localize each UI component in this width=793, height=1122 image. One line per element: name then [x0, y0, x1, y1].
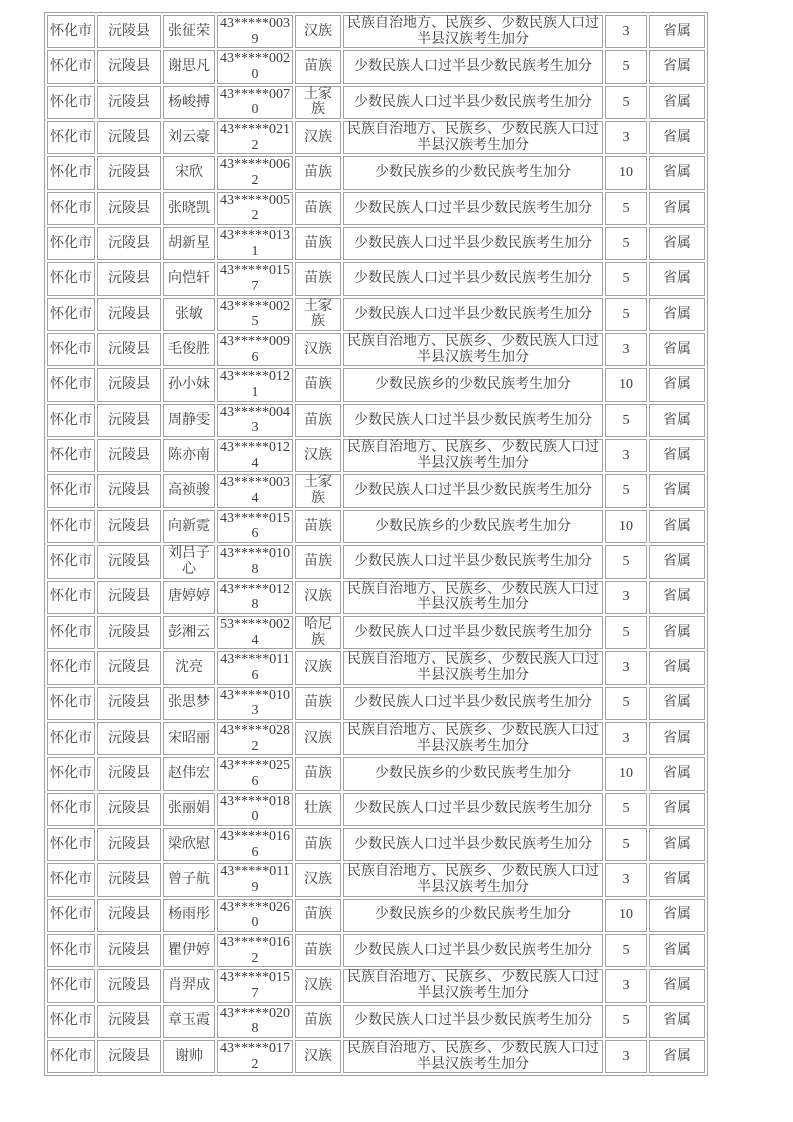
cell-scope: 省属 — [649, 863, 705, 896]
table-row — [47, 545, 705, 578]
table-row — [47, 227, 705, 260]
cell-reason: 少数民族乡的少数民族考生加分 — [343, 757, 603, 790]
cell-scope: 省属 — [649, 50, 705, 83]
cell-name: 瞿伊婷 — [163, 934, 215, 967]
cell-exam-id: 43*****002 0 — [217, 50, 293, 83]
cell-ethnicity: 苗族 — [295, 545, 341, 578]
table-row — [47, 368, 705, 401]
cell-ethnicity: 汉族 — [295, 863, 341, 896]
cell-reason: 民族自治地方、民族乡、少数民族人口过半县汉族考生加分 — [343, 722, 603, 755]
cell-county: 沅陵县 — [97, 368, 161, 401]
table-row — [47, 86, 705, 119]
cell-points: 3 — [605, 121, 647, 154]
cell-exam-id: 43*****003 4 — [217, 474, 293, 507]
cell-name: 陈亦南 — [163, 439, 215, 472]
cell-county: 沅陵县 — [97, 298, 161, 331]
table-row — [47, 439, 705, 472]
cell-county: 沅陵县 — [97, 828, 161, 861]
cell-exam-id: 43*****016 6 — [217, 828, 293, 861]
cell-city: 怀化市 — [47, 121, 95, 154]
table-row — [47, 50, 705, 83]
cell-exam-id: 43*****028 2 — [217, 722, 293, 755]
cell-points: 5 — [605, 50, 647, 83]
cell-city: 怀化市 — [47, 510, 95, 543]
cell-reason: 少数民族人口过半县少数民族考生加分 — [343, 1005, 603, 1038]
cell-points: 5 — [605, 687, 647, 720]
cell-county: 沅陵县 — [97, 616, 161, 649]
table-row — [47, 404, 705, 437]
cell-county: 沅陵县 — [97, 262, 161, 295]
cell-ethnicity: 土家族 — [295, 86, 341, 119]
table-row — [47, 934, 705, 967]
cell-county: 沅陵县 — [97, 934, 161, 967]
cell-points: 5 — [605, 192, 647, 225]
cell-city: 怀化市 — [47, 828, 95, 861]
cell-ethnicity: 苗族 — [295, 934, 341, 967]
cell-county: 沅陵县 — [97, 510, 161, 543]
cell-points: 5 — [605, 828, 647, 861]
cell-name: 向新霓 — [163, 510, 215, 543]
table-row — [47, 121, 705, 154]
cell-reason: 少数民族人口过半县少数民族考生加分 — [343, 192, 603, 225]
cell-city: 怀化市 — [47, 899, 95, 932]
cell-scope: 省属 — [649, 298, 705, 331]
cell-city: 怀化市 — [47, 1040, 95, 1073]
cell-points: 10 — [605, 899, 647, 932]
cell-city: 怀化市 — [47, 368, 95, 401]
cell-ethnicity: 苗族 — [295, 192, 341, 225]
cell-exam-id: 43*****010 8 — [217, 545, 293, 578]
cell-scope: 省属 — [649, 581, 705, 614]
cell-name: 宋昭丽 — [163, 722, 215, 755]
cell-points: 5 — [605, 404, 647, 437]
table-row — [47, 969, 705, 1002]
cell-city: 怀化市 — [47, 1005, 95, 1038]
cell-exam-id: 43*****015 7 — [217, 969, 293, 1002]
cell-ethnicity: 汉族 — [295, 969, 341, 1002]
cell-county: 沅陵县 — [97, 50, 161, 83]
cell-county: 沅陵县 — [97, 687, 161, 720]
cell-reason: 少数民族人口过半县少数民族考生加分 — [343, 934, 603, 967]
cell-exam-id: 43*****006 2 — [217, 156, 293, 189]
cell-exam-id: 43*****002 5 — [217, 298, 293, 331]
table-row — [47, 828, 705, 861]
cell-points: 3 — [605, 15, 647, 48]
cell-city: 怀化市 — [47, 192, 95, 225]
cell-reason: 少数民族人口过半县少数民族考生加分 — [343, 545, 603, 578]
cell-county: 沅陵县 — [97, 545, 161, 578]
cell-ethnicity: 苗族 — [295, 262, 341, 295]
cell-scope: 省属 — [649, 757, 705, 790]
cell-exam-id: 43*****025 6 — [217, 757, 293, 790]
cell-scope: 省属 — [649, 15, 705, 48]
cell-points: 3 — [605, 333, 647, 366]
cell-reason: 民族自治地方、民族乡、少数民族人口过半县汉族考生加分 — [343, 863, 603, 896]
cell-city: 怀化市 — [47, 50, 95, 83]
cell-county: 沅陵县 — [97, 793, 161, 826]
cell-city: 怀化市 — [47, 439, 95, 472]
cell-scope: 省属 — [649, 404, 705, 437]
cell-name: 高祯骏 — [163, 474, 215, 507]
table-row — [47, 616, 705, 649]
cell-scope: 省属 — [649, 651, 705, 684]
cell-name: 张敏 — [163, 298, 215, 331]
bonus-points-table — [44, 12, 708, 1076]
cell-name: 谢帅 — [163, 1040, 215, 1073]
cell-points: 5 — [605, 545, 647, 578]
cell-county: 沅陵县 — [97, 1040, 161, 1073]
cell-county: 沅陵县 — [97, 227, 161, 260]
cell-city: 怀化市 — [47, 757, 95, 790]
cell-county: 沅陵县 — [97, 15, 161, 48]
cell-name: 梁欣慰 — [163, 828, 215, 861]
cell-reason: 民族自治地方、民族乡、少数民族人口过半县汉族考生加分 — [343, 1040, 603, 1073]
cell-exam-id: 43*****013 1 — [217, 227, 293, 260]
cell-ethnicity: 苗族 — [295, 757, 341, 790]
cell-scope: 省属 — [649, 439, 705, 472]
cell-ethnicity: 汉族 — [295, 722, 341, 755]
cell-city: 怀化市 — [47, 545, 95, 578]
cell-city: 怀化市 — [47, 262, 95, 295]
cell-ethnicity: 哈尼族 — [295, 616, 341, 649]
cell-reason: 民族自治地方、民族乡、少数民族人口过半县汉族考生加分 — [343, 121, 603, 154]
cell-scope: 省属 — [649, 86, 705, 119]
cell-exam-id: 43*****012 1 — [217, 368, 293, 401]
cell-scope: 省属 — [649, 227, 705, 260]
cell-points: 5 — [605, 262, 647, 295]
cell-county: 沅陵县 — [97, 899, 161, 932]
cell-reason: 少数民族乡的少数民族考生加分 — [343, 899, 603, 932]
cell-name: 谢思凡 — [163, 50, 215, 83]
cell-exam-id: 43*****004 3 — [217, 404, 293, 437]
cell-points: 3 — [605, 581, 647, 614]
cell-points: 5 — [605, 1005, 647, 1038]
table-row — [47, 1040, 705, 1073]
cell-ethnicity: 土家族 — [295, 298, 341, 331]
cell-county: 沅陵县 — [97, 404, 161, 437]
cell-reason: 少数民族人口过半县少数民族考生加分 — [343, 828, 603, 861]
cell-exam-id: 43*****011 9 — [217, 863, 293, 896]
cell-reason: 少数民族人口过半县少数民族考生加分 — [343, 262, 603, 295]
cell-county: 沅陵县 — [97, 121, 161, 154]
cell-points: 10 — [605, 156, 647, 189]
cell-name: 宋欣 — [163, 156, 215, 189]
cell-scope: 省属 — [649, 828, 705, 861]
cell-points: 5 — [605, 86, 647, 119]
cell-scope: 省属 — [649, 333, 705, 366]
cell-points: 5 — [605, 793, 647, 826]
cell-name: 杨峻搏 — [163, 86, 215, 119]
cell-ethnicity: 汉族 — [295, 121, 341, 154]
cell-reason: 少数民族乡的少数民族考生加分 — [343, 510, 603, 543]
cell-ethnicity: 苗族 — [295, 828, 341, 861]
cell-points: 5 — [605, 474, 647, 507]
cell-city: 怀化市 — [47, 156, 95, 189]
cell-county: 沅陵县 — [97, 192, 161, 225]
cell-ethnicity: 苗族 — [295, 687, 341, 720]
cell-ethnicity: 苗族 — [295, 368, 341, 401]
cell-ethnicity: 苗族 — [295, 50, 341, 83]
cell-points: 3 — [605, 722, 647, 755]
cell-scope: 省属 — [649, 934, 705, 967]
cell-city: 怀化市 — [47, 404, 95, 437]
cell-points: 3 — [605, 863, 647, 896]
cell-exam-id: 43*****009 6 — [217, 333, 293, 366]
cell-county: 沅陵县 — [97, 581, 161, 614]
cell-ethnicity: 汉族 — [295, 15, 341, 48]
cell-points: 10 — [605, 368, 647, 401]
table-row — [47, 687, 705, 720]
cell-ethnicity: 汉族 — [295, 651, 341, 684]
cell-reason: 民族自治地方、民族乡、少数民族人口过半县汉族考生加分 — [343, 439, 603, 472]
cell-exam-id: 43*****010 3 — [217, 687, 293, 720]
cell-exam-id: 43*****011 6 — [217, 651, 293, 684]
cell-ethnicity: 汉族 — [295, 581, 341, 614]
cell-name: 彭湘云 — [163, 616, 215, 649]
table-row — [47, 15, 705, 48]
table-row — [47, 651, 705, 684]
cell-city: 怀化市 — [47, 651, 95, 684]
cell-county: 沅陵县 — [97, 863, 161, 896]
cell-name: 肖羿成 — [163, 969, 215, 1002]
cell-name: 向恺轩 — [163, 262, 215, 295]
cell-points: 5 — [605, 227, 647, 260]
cell-city: 怀化市 — [47, 934, 95, 967]
cell-name: 胡新星 — [163, 227, 215, 260]
cell-scope: 省属 — [649, 687, 705, 720]
cell-ethnicity: 苗族 — [295, 156, 341, 189]
cell-county: 沅陵县 — [97, 86, 161, 119]
table-row — [47, 262, 705, 295]
table-row — [47, 863, 705, 896]
cell-name: 周静雯 — [163, 404, 215, 437]
cell-county: 沅陵县 — [97, 439, 161, 472]
table-row — [47, 1005, 705, 1038]
cell-points: 3 — [605, 651, 647, 684]
cell-name: 刘云豪 — [163, 121, 215, 154]
cell-scope: 省属 — [649, 899, 705, 932]
cell-reason: 少数民族人口过半县少数民族考生加分 — [343, 404, 603, 437]
cell-points: 5 — [605, 934, 647, 967]
cell-reason: 少数民族人口过半县少数民族考生加分 — [343, 298, 603, 331]
cell-ethnicity: 苗族 — [295, 510, 341, 543]
cell-ethnicity: 汉族 — [295, 439, 341, 472]
cell-reason: 民族自治地方、民族乡、少数民族人口过半县汉族考生加分 — [343, 969, 603, 1002]
cell-points: 3 — [605, 969, 647, 1002]
cell-scope: 省属 — [649, 793, 705, 826]
cell-name: 孙小妹 — [163, 368, 215, 401]
cell-reason: 少数民族人口过半县少数民族考生加分 — [343, 474, 603, 507]
cell-county: 沅陵县 — [97, 757, 161, 790]
cell-scope: 省属 — [649, 722, 705, 755]
cell-exam-id: 43*****021 2 — [217, 121, 293, 154]
cell-points: 5 — [605, 616, 647, 649]
cell-name: 沈亮 — [163, 651, 215, 684]
cell-exam-id: 43*****026 0 — [217, 899, 293, 932]
table-row — [47, 156, 705, 189]
table-row — [47, 333, 705, 366]
cell-city: 怀化市 — [47, 86, 95, 119]
cell-ethnicity: 汉族 — [295, 1040, 341, 1073]
table-row — [47, 899, 705, 932]
cell-name: 唐婷婷 — [163, 581, 215, 614]
cell-reason: 少数民族人口过半县少数民族考生加分 — [343, 687, 603, 720]
table-row — [47, 192, 705, 225]
cell-points: 5 — [605, 298, 647, 331]
cell-points: 10 — [605, 757, 647, 790]
cell-exam-id: 43*****017 2 — [217, 1040, 293, 1073]
cell-city: 怀化市 — [47, 793, 95, 826]
cell-points: 10 — [605, 510, 647, 543]
cell-exam-id: 43*****012 8 — [217, 581, 293, 614]
cell-county: 沅陵县 — [97, 1005, 161, 1038]
cell-city: 怀化市 — [47, 298, 95, 331]
cell-name: 曾子航 — [163, 863, 215, 896]
cell-city: 怀化市 — [47, 474, 95, 507]
cell-exam-id: 43*****020 8 — [217, 1005, 293, 1038]
cell-exam-id: 43*****015 6 — [217, 510, 293, 543]
cell-reason: 民族自治地方、民族乡、少数民族人口过半县汉族考生加分 — [343, 581, 603, 614]
cell-points: 3 — [605, 439, 647, 472]
cell-name: 张思梦 — [163, 687, 215, 720]
cell-reason: 少数民族人口过半县少数民族考生加分 — [343, 50, 603, 83]
cell-scope: 省属 — [649, 474, 705, 507]
cell-points: 3 — [605, 1040, 647, 1073]
table-row — [47, 722, 705, 755]
cell-scope: 省属 — [649, 969, 705, 1002]
cell-ethnicity: 汉族 — [295, 333, 341, 366]
cell-reason: 少数民族人口过半县少数民族考生加分 — [343, 616, 603, 649]
cell-reason: 少数民族乡的少数民族考生加分 — [343, 156, 603, 189]
cell-reason: 民族自治地方、民族乡、少数民族人口过半县汉族考生加分 — [343, 15, 603, 48]
cell-exam-id: 43*****018 0 — [217, 793, 293, 826]
table-body — [47, 15, 705, 1073]
cell-ethnicity: 壮族 — [295, 793, 341, 826]
cell-exam-id: 43*****005 2 — [217, 192, 293, 225]
cell-city: 怀化市 — [47, 227, 95, 260]
cell-ethnicity: 苗族 — [295, 1005, 341, 1038]
cell-ethnicity: 苗族 — [295, 899, 341, 932]
table-row — [47, 757, 705, 790]
cell-reason: 少数民族人口过半县少数民族考生加分 — [343, 86, 603, 119]
cell-city: 怀化市 — [47, 687, 95, 720]
cell-name: 张晓凯 — [163, 192, 215, 225]
cell-scope: 省属 — [649, 510, 705, 543]
cell-county: 沅陵县 — [97, 333, 161, 366]
cell-ethnicity: 苗族 — [295, 404, 341, 437]
cell-reason: 少数民族人口过半县少数民族考生加分 — [343, 227, 603, 260]
cell-reason: 民族自治地方、民族乡、少数民族人口过半县汉族考生加分 — [343, 333, 603, 366]
cell-scope: 省属 — [649, 121, 705, 154]
cell-city: 怀化市 — [47, 616, 95, 649]
cell-scope: 省属 — [649, 1040, 705, 1073]
cell-ethnicity: 苗族 — [295, 227, 341, 260]
cell-city: 怀化市 — [47, 581, 95, 614]
table-row — [47, 510, 705, 543]
cell-reason: 少数民族人口过半县少数民族考生加分 — [343, 793, 603, 826]
cell-name: 毛俊胜 — [163, 333, 215, 366]
cell-name: 赵伟宏 — [163, 757, 215, 790]
table-row — [47, 793, 705, 826]
cell-exam-id: 43*****016 2 — [217, 934, 293, 967]
cell-county: 沅陵县 — [97, 651, 161, 684]
cell-name: 张征荣 — [163, 15, 215, 48]
cell-reason: 少数民族乡的少数民族考生加分 — [343, 368, 603, 401]
cell-county: 沅陵县 — [97, 474, 161, 507]
table-row — [47, 474, 705, 507]
cell-scope: 省属 — [649, 156, 705, 189]
cell-scope: 省属 — [649, 545, 705, 578]
cell-city: 怀化市 — [47, 863, 95, 896]
table-row — [47, 581, 705, 614]
cell-county: 沅陵县 — [97, 969, 161, 1002]
cell-exam-id: 43*****015 7 — [217, 262, 293, 295]
cell-city: 怀化市 — [47, 969, 95, 1002]
cell-name: 杨雨彤 — [163, 899, 215, 932]
cell-exam-id: 43*****003 9 — [217, 15, 293, 48]
cell-name: 刘吕子心 — [163, 545, 215, 578]
cell-scope: 省属 — [649, 1005, 705, 1038]
cell-scope: 省属 — [649, 616, 705, 649]
cell-city: 怀化市 — [47, 333, 95, 366]
cell-county: 沅陵县 — [97, 722, 161, 755]
cell-name: 张丽娟 — [163, 793, 215, 826]
cell-exam-id: 43*****007 0 — [217, 86, 293, 119]
cell-scope: 省属 — [649, 368, 705, 401]
cell-scope: 省属 — [649, 262, 705, 295]
table-row — [47, 298, 705, 331]
cell-exam-id: 53*****002 4 — [217, 616, 293, 649]
cell-exam-id: 43*****012 4 — [217, 439, 293, 472]
cell-reason: 民族自治地方、民族乡、少数民族人口过半县汉族考生加分 — [343, 651, 603, 684]
cell-ethnicity: 土家族 — [295, 474, 341, 507]
cell-city: 怀化市 — [47, 722, 95, 755]
cell-city: 怀化市 — [47, 15, 95, 48]
cell-scope: 省属 — [649, 192, 705, 225]
cell-name: 章玉霞 — [163, 1005, 215, 1038]
cell-county: 沅陵县 — [97, 156, 161, 189]
